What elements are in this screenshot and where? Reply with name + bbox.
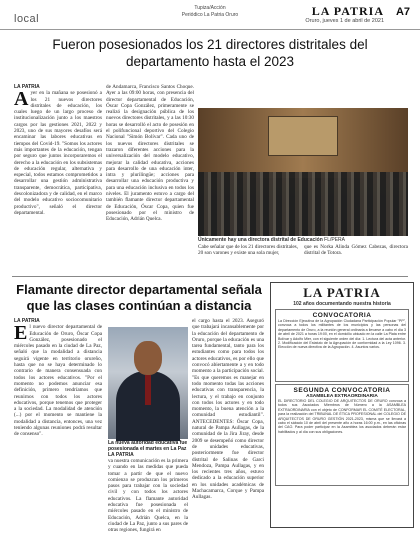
article1-column-4 (304, 244, 408, 274)
classified-ads-panel (270, 282, 414, 528)
article1-dropcap: A (14, 88, 29, 111)
article2-column-1 (14, 318, 102, 528)
ad-masthead: LA PATRIA (303, 285, 381, 300)
masthead: LA PATRIA (311, 4, 384, 18)
article2-col2-text: va nuestra comunicación es la primera y cuando en las medidas que pueda tomar a partir de que el nuevo comienzo se produzcan los primeros pasos para trabajar con la sociedad civil y con todos los actores educativos. La flamante autoridad educativa fue posesionada el miércoles pasado en el ministro de Educación, Adrián Quelca, en la ciudad de La Paz, junto a sus pares de otras regiones, fungirá en (108, 458, 188, 534)
center-line-1: Tupiza/Acción (194, 5, 226, 11)
segunda-convocatoria-text: EL DIRECTORIO DEL COLEGIO DE ARQUITECTOS DE ORURO convoca a todos sus Asociados Miembros de Número a la ASAMBLEA EXTRAORDINARIA con el objeto de CONFORMAR EL COMITÉ ELECTORAL, para la realización del TRIBUNAL DE ÉTICA PROFESIONAL del COLEGIO DE ARQUITECTOS DE ORURO GESTIÓN 2021-2023, misma que se llevará a cabo el sábado 10 de abril del presente año a horas 16:00 p.m., en las oficinas del CAO. Para poder participar en la Asamblea los asociados deberán estar habilitados y al día con sus obligaciones. (278, 399, 406, 434)
article1-headline: Fueron posesionados los 21 directores distritales del departamento hasta el 2023 (52, 37, 368, 69)
convocatoria-title: CONVOCATORIA (312, 312, 372, 319)
article1-photo-caption (198, 237, 408, 243)
article1-column-2 (106, 84, 194, 272)
center-line-2: Periódico La Patria Oruro (181, 12, 239, 18)
article2-col3-text: el cargo hasta el 2023. Aseguró que trabajará incansablemente por la educación del departamento de Oruro, porque la educación es una tarea fundamental, tanto para los estudiantes como para todos los actores educativos, es por ello que convocó abiertamente a (192, 318, 264, 369)
paper-center-info (150, 5, 270, 19)
article1-column-3 (198, 244, 298, 274)
article1-column-1 (14, 84, 102, 272)
article2-column-2 (108, 458, 188, 534)
section-tag: local (14, 13, 40, 25)
issue-date: Oruro, jueves 1 de abril de 2021 (305, 18, 384, 24)
article2-photo-caption (108, 440, 190, 458)
ad-anniversary: 102 años documentando nuestra historia (293, 301, 391, 307)
section-divider (12, 276, 408, 277)
segunda-convocatoria-subtitle: ASAMBLEA EXTRAORDINARIA (306, 394, 378, 399)
page-header (0, 0, 420, 30)
article2-dropcap: E (14, 322, 28, 345)
article2-byline: LA PATRIA (14, 318, 40, 324)
article2-column-3 (192, 318, 264, 528)
article1-byline: LA PATRIA (14, 84, 40, 90)
article2-col1-text: l nuevo director departamental de Educación de Oruro, Óscar Copa González, posesionado el miércoles pasado en la ciudad de La Paz, señaló que la modalidad a distancia seguirá vigente en territorio orureño, hasta que no se haya determinado lo contrario de manera consensuada con todos los actores educativos. "Por el momento no podemos anunciar esa definición, primero tendríamos que reunirnos con todos los actores educativos, porque tenemos que proteger a la sociedad. La modalidad de atención (...) por el momento se mantiene la modalidad a distancia, entonces, una vez teniendo algunas reuniones podrá resultar de consenso". (14, 324, 102, 438)
article1-col2-text: de Andamarca, Francisco Santos Choque. Ayer a las 09:00 horas, con presencia del director departamental de Educación, Óscar Copa González, primeramente se realizó la designación pública de los nuevos directores distritales, y a las 10:30 horas se desarrolló el acto de posesión en el polifuncional deportivo del Colegio Nacional "Simón Bolívar". Cada uno de los nuevos directores distritales se trazaron diferentes acciones para la universalización del modelo educativo, mejorar la calidad educativa, acciones para desarrollo de una educación inter, intra y plurilingüe; acciones para desarrollar una educación productiva y para una educación inclusiva en todos los niveles. El juramento estuvo a cargo del también flamante director departamental de Educación, Óscar Copa, quien fue posesionado por el ministro de Educación, Adrián Quelca. (106, 84, 194, 223)
article1-col1-text: yer en la mañana se posesionó a los 21 nuevos directores distritales de educación, los cuales luego de un largo proceso de institucionalización junto a los maestros cargos por las gestiones 2021, 2022 y 2023, uno de sus mayores desafíos será encaminar las labores educativas en tiempos del Covid-19. "Somos los actores más importantes de la educación, tengan por seguro que juntos incorporaremos el derecho a la educación en los subsistemas de educación regular, alternativa y especial, todos estamos comprometidos a desarrollar una gestión administrativa transparente, democrática, participativa, descolonizadora y de calidad, en el marco del modelo educativo sociocomunitario productivo", señaló el director departamental. (14, 90, 102, 216)
article2-col4-text: y en todo momento a la participación social. "Es que queremos es manejar en todo momento todas las acciones educativas con transparencia, la lectura, y el trabajo en conjunto con todos los actores y en todo momento, la buena atención a la comunidad estudiantil". ANTECEDENTES: Óscar Copa, natural de Pampa Aullagas, de la comunidad de la Jira Jiray, desde 2009 se desempeñó como director de unidades educativas, posteriormente fue director distrital de Salinas de Garci Mendoza, Pampa Aullagas, y en los recientes tres años, estuvo dedicado a la educación superior en los unidades académicas de Machacamarca, Corque y Pampa Aullagas. (192, 362, 264, 501)
article2-caption-text: La nueva autoridad educativa fue posesionada el martes en La Paz (108, 440, 188, 452)
convocatoria-ad (275, 309, 409, 382)
article1-col4-text: que es Norka Alinda Gómez Cabezas, directora distrital de Totora. (304, 244, 408, 257)
segunda-convocatoria-title: SEGUNDA CONVOCATORIA (293, 387, 391, 394)
convocatoria-text: La Dirección Ejecutiva de la Agrupación Ciudadana Participación Popular "PP", convoca a todos los militantes de los municipios y las personas del departamento de Oruro, a la reunión general ordinaria a llevarse a cabo el día 3 de abril de 2021 a horas 19:00, en el domicilio ubicado en la calle La Plata entre Bolívar y Adolfo Mier, con el siguiente orden del día: 1. Lectura del acta anterior. 2. Modificación del Estatuto de la Agrupación de conformidad a la Ley 1096. 3. Elección de nueva directiva de la Agrupación. 4. Asuntos varios. (278, 319, 406, 350)
article1-caption-label: Únicamente hay una directora distrital de Educación (198, 237, 323, 243)
segunda-convocatoria-ad (275, 384, 409, 486)
article2-caption-credit: LA PATRIA (108, 452, 134, 458)
article1-col3-text: Cabe señalar que de los 21 directores distritales, 20 son varones y existe una sola mujer, (198, 244, 298, 257)
page-number: A7 (395, 6, 410, 18)
article1-caption-credit: FL/PERA (324, 237, 345, 243)
directors-ceremony-photo (198, 108, 408, 236)
article2-headline: Flamante director departamental señala que las clases continúan a distancia (16, 282, 262, 313)
director-portrait-photo (108, 327, 188, 439)
